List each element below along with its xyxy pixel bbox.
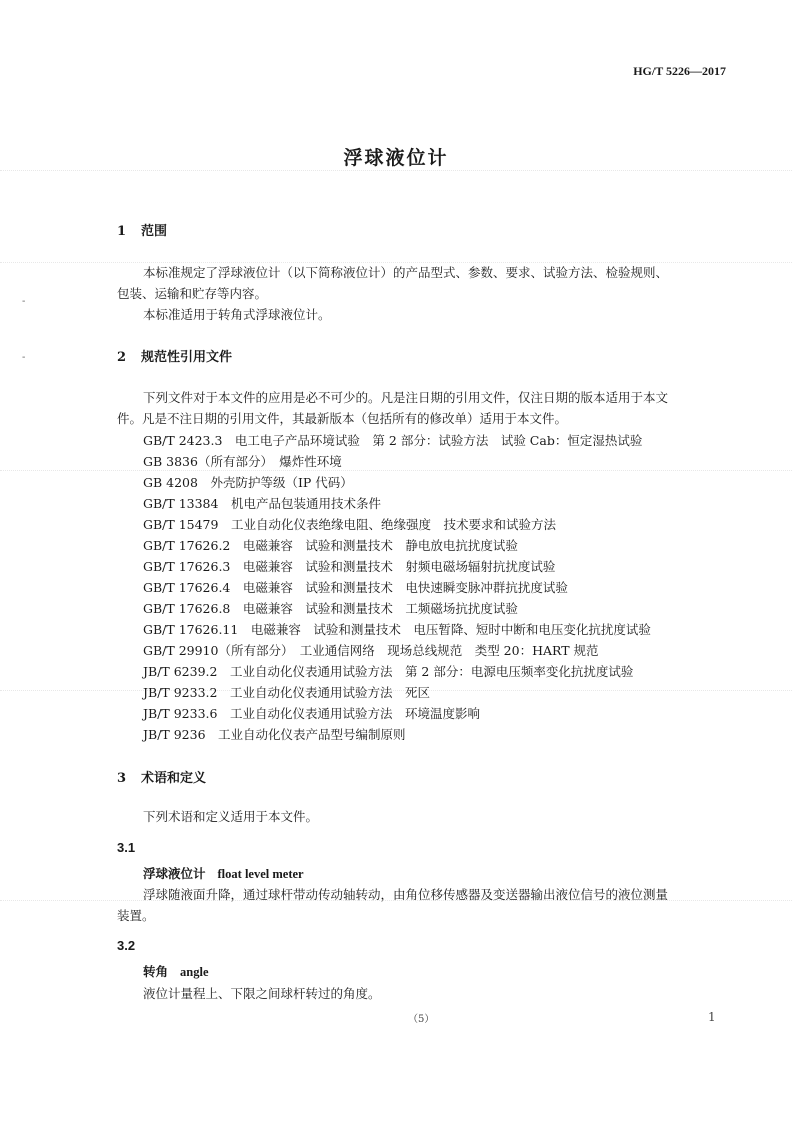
section-1-para2: 本标准适用于转角式浮球液位计。 [143,307,331,322]
term-en: float level meter [217,867,304,881]
standard-number: HG/T 5226—2017 [633,64,726,78]
term-heading [143,962,209,980]
reference-item: GB 4208 外壳防护等级（IP 代码） [143,475,353,490]
section-title: 范围 [141,224,168,239]
term-number: 3.1 [117,840,136,855]
term-definition-line2: 装置。 [117,908,155,923]
section-2-intro-line1: 下列文件对于本文件的应用是必不可少的。凡是注日期的引用文件，仅注日期的版本适用于本文 [143,390,669,405]
term-zh: 浮球液位计 [143,866,206,881]
reference-item: GB/T 17626.3 电磁兼容 试验和测量技术 射频电磁场辐射抗扰度试验 [143,559,556,574]
section-number: 1 [117,224,127,239]
reference-item: GB/T 15479 工业自动化仪表绝缘电阻、绝缘强度 技术要求和试验方法 [143,517,556,532]
term-definition-line1: 浮球随液面升降，通过球杆带动传动轴转动，由角位移传感器及变送器输出液位信号的液位测量 [143,887,669,902]
section-3-heading [117,767,206,786]
term-definition-line1: 液位计量程上、下限之间球杆转过的角度。 [143,986,381,1001]
section-2-intro-line2: 件。凡是不注日期的引用文件，其最新版本（包括所有的修改单）适用于本文件。 [117,411,568,426]
section-1-para1-line2: 包装、运输和贮存等内容。 [117,286,268,301]
section-title: 术语和定义 [141,771,207,786]
reference-item: GB/T 17626.4 电磁兼容 试验和测量技术 电快速瞬变脉冲群抗扰度试验 [143,580,568,595]
page-sequence: （5） [408,1014,435,1025]
document-title: 浮球液位计 [343,147,449,169]
reference-item: GB/T 17626.8 电磁兼容 试验和测量技术 工频磁场抗扰度试验 [143,601,518,616]
term-en: angle [180,965,209,979]
page-number: 1 [708,1010,716,1024]
reference-item: JB/T 6239.2 工业自动化仪表通用试验方法 第 2 部分：电源电压频率变化抗扰度试验 [143,664,634,679]
scan-mark: - [22,352,26,363]
reference-item: GB 3836（所有部分） 爆炸性环境 [143,454,342,469]
reference-item: GB/T 17626.11 电磁兼容 试验和测量技术 电压暂降、短时中断和电压变化抗扰度试验 [143,622,651,637]
reference-item: GB/T 13384 机电产品包装通用技术条件 [143,496,381,511]
section-number: 2 [117,350,127,365]
section-1-heading [117,220,167,239]
reference-item: GB/T 29910（所有部分） 工业通信网络 现场总线规范 类型 20：HART 规范 [143,643,599,658]
section-number: 3 [117,771,127,786]
section-3-intro: 下列术语和定义适用于本文件。 [143,809,319,824]
reference-item: JB/T 9236 工业自动化仪表产品型号编制原则 [143,727,406,742]
term-heading [143,864,304,882]
term-number: 3.2 [117,938,136,953]
reference-item: GB/T 17626.2 电磁兼容 试验和测量技术 静电放电抗扰度试验 [143,538,518,553]
scan-line [0,170,792,171]
reference-item: JB/T 9233.2 工业自动化仪表通用试验方法 死区 [143,685,430,700]
section-1-para1-line1: 本标准规定了浮球液位计（以下简称液位计）的产品型式、参数、要求、试验方法、检验规则、 [143,265,669,280]
section-title: 规范性引用文件 [141,350,233,365]
reference-item: JB/T 9233.6 工业自动化仪表通用试验方法 环境温度影响 [143,706,480,721]
section-2-heading [117,346,232,365]
scan-line [0,470,792,471]
scan-mark: - [22,296,26,307]
reference-item: GB/T 2423.3 电工电子产品环境试验 第 2 部分：试验方法 试验 Cab：恒定湿热试验 [143,433,643,448]
term-zh: 转角 [143,964,169,979]
